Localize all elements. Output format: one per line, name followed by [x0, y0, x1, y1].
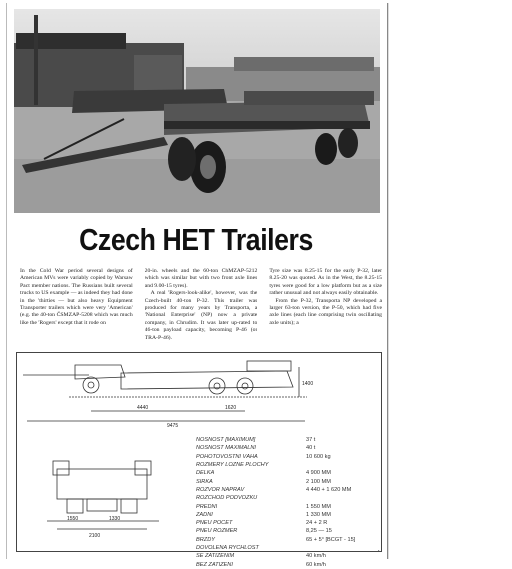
spec-label: NOSNOST MAXIMÁLNÍ [196, 445, 256, 452]
spec-row [196, 469, 376, 477]
spec-row [196, 511, 376, 519]
spec-label: ZADNÍ [196, 511, 213, 518]
spec-row [196, 519, 376, 527]
trailer-photo-image [14, 9, 380, 213]
spec-label: ROZCHOD PODVOZKŮ [196, 495, 258, 502]
dim-width-b: 1330 [109, 516, 121, 522]
spec-row [196, 444, 376, 452]
spec-value: 37 t [306, 437, 316, 444]
spec-value: 4 440 + 1 620 MM [306, 486, 352, 493]
spec-label: POHOTOVOSTNÍ VÁHA [196, 453, 258, 460]
spec-label: SE ZATÍŽENÍM [196, 553, 235, 560]
spec-value: 65 + 5° [BCGT - 15] [306, 536, 356, 543]
spec-row [196, 560, 376, 568]
spec-label: PNEU POČET [196, 520, 233, 527]
dim-width-a: 1550 [67, 516, 79, 522]
spec-value: 8,25 — 15 [306, 528, 332, 535]
spec-label: ŠÍŘKA [196, 478, 213, 485]
spec-value: 2 100 MM [306, 478, 331, 485]
spec-row [196, 544, 376, 552]
spec-row [196, 536, 376, 544]
spec-row [196, 461, 376, 469]
paragraph: A real 'Rogers-look-alike', however, was the Czech-built 40-ton P-32. This trailer was produced for many years by Transporta, a 'National Enterprise' (NP) now a private company, in Chrudim. It was later up-rated to 46-ton payload capacity, becoming P-46 (or TRA-P-46). [144, 290, 258, 341]
paragraph: Tyre size was 8.25-15 for the early P-32, later 8.25-20 was quoted. As in the West, the 8.25-15 tyres were good for a low platform but as a size rather unusual and not always easily obtainable. [269, 268, 383, 297]
spec-label: BEZ ZATÍŽENÍ [196, 561, 233, 568]
spec-value: 4 900 MM [306, 470, 331, 477]
spec-value: 10 600 kg [306, 453, 331, 460]
spec-table [196, 436, 376, 569]
dim-overall: 9475 [167, 423, 179, 429]
trailer-photo [14, 9, 380, 213]
spec-row [196, 502, 376, 510]
spec-value: 60 km/h [306, 561, 326, 568]
page-number-mark: • [378, 548, 380, 553]
spec-row [196, 477, 376, 485]
article-title: Czech HET Trailers [79, 222, 313, 257]
spec-row [196, 494, 376, 502]
spec-value: 40 t [306, 445, 316, 452]
spec-row [196, 527, 376, 535]
article-body [20, 268, 382, 348]
spec-label: BRZDY [196, 536, 215, 543]
paragraph: In the Cold War period several designs of American MVs were variably copied by Warsaw Pact member nations. The Russians built several trucks to US example — as indeed they had done in the 'thirties — but also heavy Equipment Transporter trailers which were very 'American' (e.g. the 40-ton ČSMZAP-5208 which was much like the 'Rogers' except that it rode on [20, 268, 133, 326]
text-column-2 [145, 268, 258, 348]
spec-row [196, 486, 376, 494]
spec-label: PNEU ROZMĚR [196, 528, 238, 535]
spec-value: 40 km/h [306, 553, 326, 560]
spec-label: PŘEDNÍ [196, 503, 218, 510]
dim-height: 1400 [302, 381, 314, 387]
spec-row [196, 453, 376, 461]
paragraph: From the P-32, Transporta NP developed a larger 63-ton version, the P-50, which had five axle lines (each line comprising twin oscillating axle units); a [269, 297, 383, 326]
dim-rear: 1620 [225, 405, 237, 411]
spec-label: DÉLKA [196, 470, 215, 477]
dim-width-total: 2100 [89, 533, 101, 539]
dim-front: 4440 [137, 405, 149, 411]
text-column-1 [20, 268, 133, 348]
spec-label: DOVOLENÁ RYCHLOST [196, 545, 259, 551]
spec-value: 24 + 2 R [306, 520, 328, 527]
spec-value: 1 330 MM [306, 511, 331, 518]
text-column-3 [269, 268, 382, 348]
spec-label: NOSNOST [MAXIMUM] [196, 437, 256, 444]
spec-row [196, 552, 376, 560]
spec-label: ROZVOR NÁPRAV [196, 486, 245, 493]
spec-row [196, 436, 376, 444]
spec-label: ROZMĚRY LOŽNÉ PLOCHY [196, 462, 269, 469]
spec-value: 1 550 MM [306, 503, 331, 510]
paragraph: 20-in. wheels and the 60-ton ChMZAP-5212 which was similar but with two front axle lines and 9.00-15 tyres). [144, 268, 258, 289]
